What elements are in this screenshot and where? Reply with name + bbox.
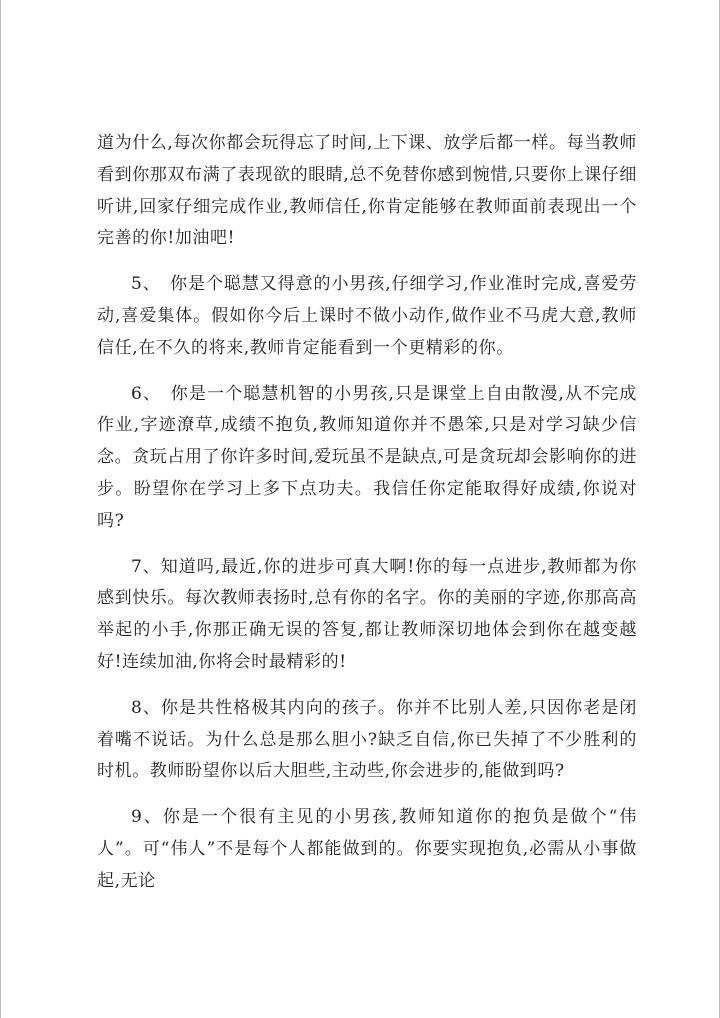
paragraph-continued: 道为什么,每次你都会玩得忘了时间,上下课、放学后都一样。每当教师看到你那双布满了表现欲的眼睛,总不免替你感到惋惜,只要你上课仔细听讲,回家仔细完成作业,教师信任,你肯定能够在教师面前表现出一个完善的你!加油吧! [97, 133, 638, 249]
paragraph-item-7: 7、知道吗,最近,你的进步可真大啊!你的每一点进步,教师都为你感到快乐。每次教师表扬时,总有你的名字。你的美丽的字迹,你那高高举起的小手,你那正确无误的答复,都让教师深切地体会到你在越变越好!连续加油,你将会时最精彩的! [97, 556, 638, 672]
document-body [97, 128, 637, 898]
paragraph-item-9: 9、你是一个很有主见的小男孩,教师知道你的抱负是做个“伟人”。可“伟人”不是每个人都能做到的。你要实现抱负,必需从小事做起,无论 [97, 807, 637, 891]
paragraph-item-8: 8、你是共性格极其内向的孩子。你并不比别人差,只因你老是闭着嘴不说话。为什么总是那么胆小?缺乏自信,你已失掉了不少胜利的时机。教师盼望你以后大胆些,主动些,你会进步的,能做到吗? [97, 697, 637, 782]
paragraph-item-6: 6、 你是一个聪慧机智的小男孩,只是课堂上自由散漫,从不完成作业,字迹潦草,成绩不抱负,教师知道你并不愚笨,只是对学习缺少信念。贪玩占用了你许多时间,爱玩虽不是缺点,可是贪玩却会影响你的进步。盼望你在学习上多下点功夫。我信任你定能取得好成绩,你说对吗? [97, 383, 638, 531]
paragraph-item-5: 5、 你是个聪慧又得意的小男孩,仔细学习,作业准时完成,喜爱劳动,喜爱集体。假如你今后上课时不做小动作,做作业不马虎大意,教师信任,在不久的将来,教师肯定能看到一个更精彩的你。 [97, 274, 637, 358]
